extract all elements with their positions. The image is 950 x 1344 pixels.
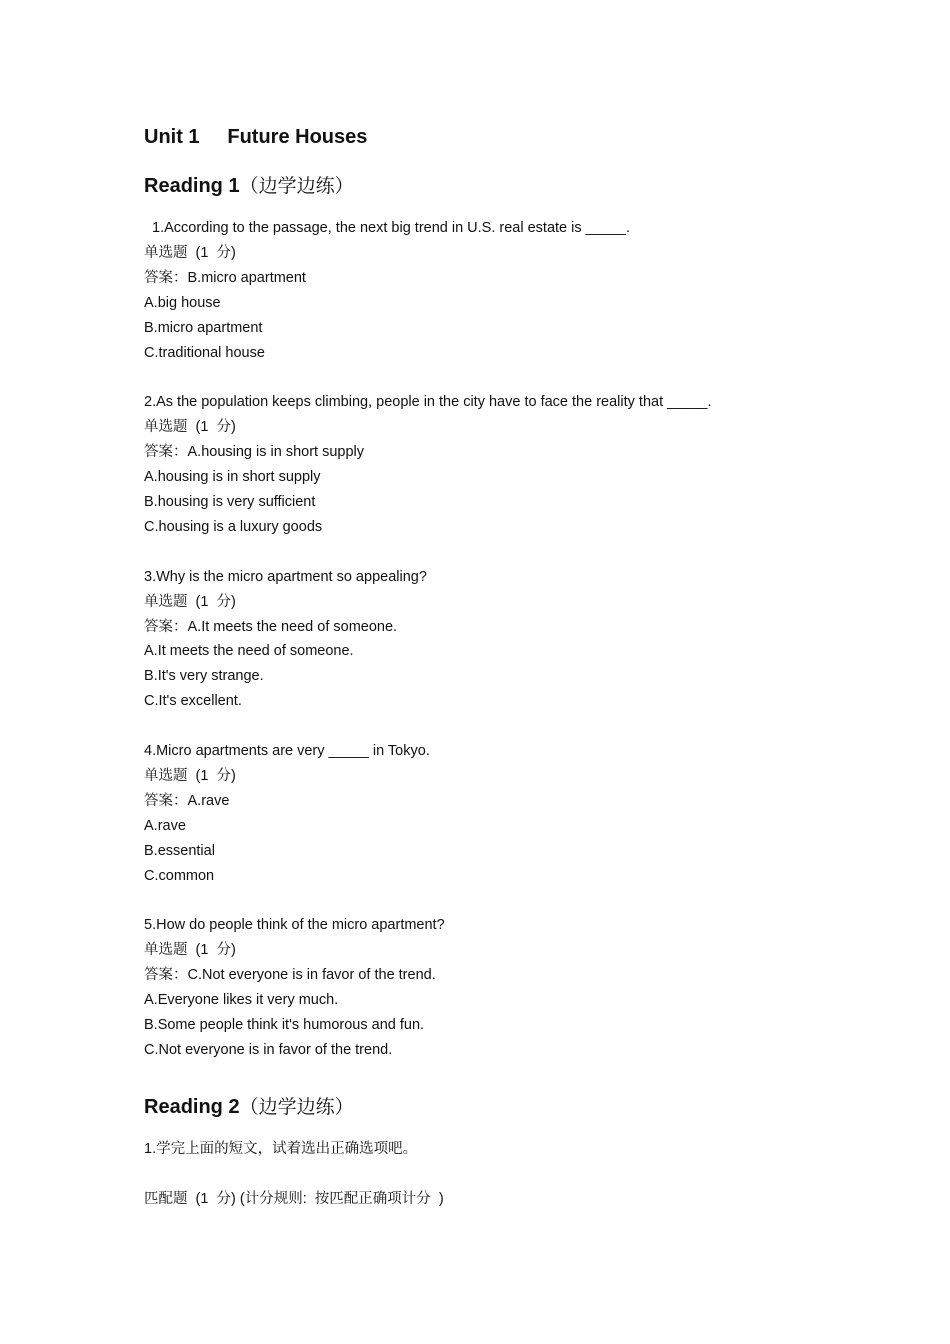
option-a: A.big house bbox=[144, 295, 221, 311]
question-text: 5.How do people think of the micro apartment? bbox=[144, 917, 445, 933]
option-b: B.essential bbox=[144, 843, 215, 859]
option-a: A.Everyone likes it very much. bbox=[144, 992, 339, 1008]
question-text: 2.As the population keeps climbing, people in the city have to face the reality that _____. bbox=[144, 394, 712, 410]
unit-label: Unit 1 bbox=[144, 126, 200, 148]
section-heading-note: （边学边练） bbox=[239, 1096, 354, 1118]
question-type: 单选题 (1 分) bbox=[144, 768, 236, 784]
section-heading-reading-1 bbox=[144, 172, 354, 200]
question-text: 1.学完上面的短文，试着选出正确选项吧。 bbox=[144, 1141, 418, 1157]
section-heading-label: Reading 2 bbox=[144, 1096, 240, 1118]
section-heading-note: （边学边练） bbox=[239, 175, 354, 197]
question-answer: 答案：A.It meets the need of someone. bbox=[144, 619, 398, 635]
question-text: 1.According to the passage, the next big trend in U.S. real estate is _____. bbox=[152, 220, 630, 236]
option-b: B.Some people think it's humorous and fun. bbox=[144, 1017, 425, 1033]
question-answer: 答案：A.housing is in short supply bbox=[144, 444, 365, 460]
option-a: A.housing is in short supply bbox=[144, 469, 321, 485]
option-c: C.It's excellent. bbox=[144, 693, 242, 709]
question-answer: 答案：B.micro apartment bbox=[144, 270, 306, 286]
option-c: C.traditional house bbox=[144, 345, 265, 361]
section-heading-label: Reading 1 bbox=[144, 175, 240, 197]
option-c: C.housing is a luxury goods bbox=[144, 519, 323, 535]
option-a: A.rave bbox=[144, 818, 186, 834]
unit-topic: Future Houses bbox=[227, 126, 368, 148]
section-heading-reading-2 bbox=[144, 1093, 354, 1121]
option-c: C.common bbox=[144, 868, 215, 884]
option-b: B.It's very strange. bbox=[144, 668, 264, 684]
question-type: 单选题 (1 分) bbox=[144, 942, 236, 958]
option-b: B.micro apartment bbox=[144, 320, 263, 336]
question-answer: 答案：A.rave bbox=[144, 793, 230, 809]
question-text: 4.Micro apartments are very _____ in Tokyo. bbox=[144, 743, 430, 759]
option-b: B.housing is very sufficient bbox=[144, 494, 316, 510]
option-c: C.Not everyone is in favor of the trend. bbox=[144, 1042, 393, 1058]
question-text: 3.Why is the micro apartment so appealing? bbox=[144, 569, 427, 585]
option-a: A.It meets the need of someone. bbox=[144, 643, 354, 659]
question-type: 单选题 (1 分) bbox=[144, 594, 236, 610]
question-type: 单选题 (1 分) bbox=[144, 245, 236, 261]
unit-title bbox=[144, 124, 367, 150]
question-type: 匹配题 (1 分) (计分规则: 按匹配正确项计分 ) bbox=[144, 1191, 444, 1207]
question-answer: 答案：C.Not everyone is in favor of the trend. bbox=[144, 967, 436, 983]
question-type: 单选题 (1 分) bbox=[144, 419, 236, 435]
